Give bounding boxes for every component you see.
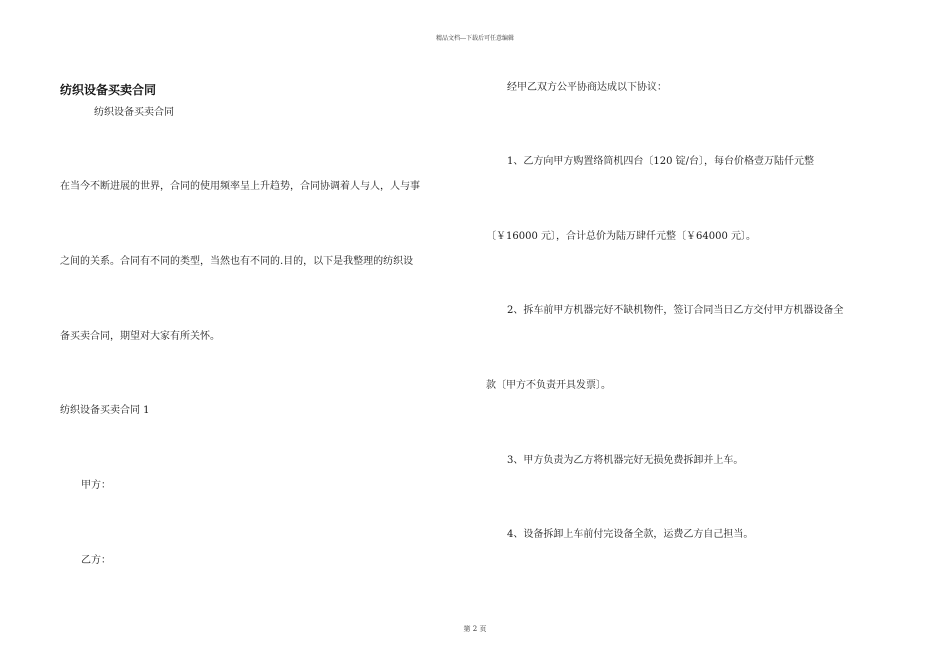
agreement-intro: 经甲乙双方公平协商达成以下协议：	[507, 82, 667, 93]
clause-3: 3、甲方负责为乙方将机器完好无损免费拆卸并上车。	[507, 455, 744, 466]
document-title: 纺织设备买卖合同	[60, 83, 157, 97]
section-heading: 纺织设备买卖合同 1	[60, 405, 150, 416]
header-note: 精品文档---下载后可任意编辑	[435, 35, 515, 42]
clause-4: 4、设备拆卸上车前付完设备全款，运费乙方自己担当。	[507, 529, 754, 540]
party-a-label: 甲方：	[81, 480, 111, 491]
intro-line-3: 备买卖合同，期望对大家有所关怀。	[60, 331, 220, 342]
party-b-label: 乙方：	[81, 555, 111, 566]
clause-1-line-2: 〔￥16000 元〕，合计总价为陆万肆仟元整〔￥64000 元〕。	[486, 231, 756, 242]
document-subtitle: 纺织设备买卖合同	[94, 107, 174, 118]
clause-2-line-1: 2、拆车前甲方机器完好不缺机物件，签订合同当日乙方交付甲方机器设备全	[507, 305, 844, 316]
clause-1-line-1: 1、乙方向甲方购置络筒机四台〔120 锭/台〕，每台价格壹万陆仟元整	[507, 156, 814, 167]
page-number: 第 2 页	[463, 625, 487, 633]
intro-line-1: 在当今不断进展的世界，合同的使用频率呈上升趋势，合同协调着人与人，人与事	[60, 181, 420, 192]
intro-line-2: 之间的关系。合同有不同的类型，当然也有不同的.目的，以下是我整理的纺织设	[60, 256, 414, 267]
clause-2-line-2: 款〔甲方不负责开具发票〕。	[486, 380, 611, 391]
